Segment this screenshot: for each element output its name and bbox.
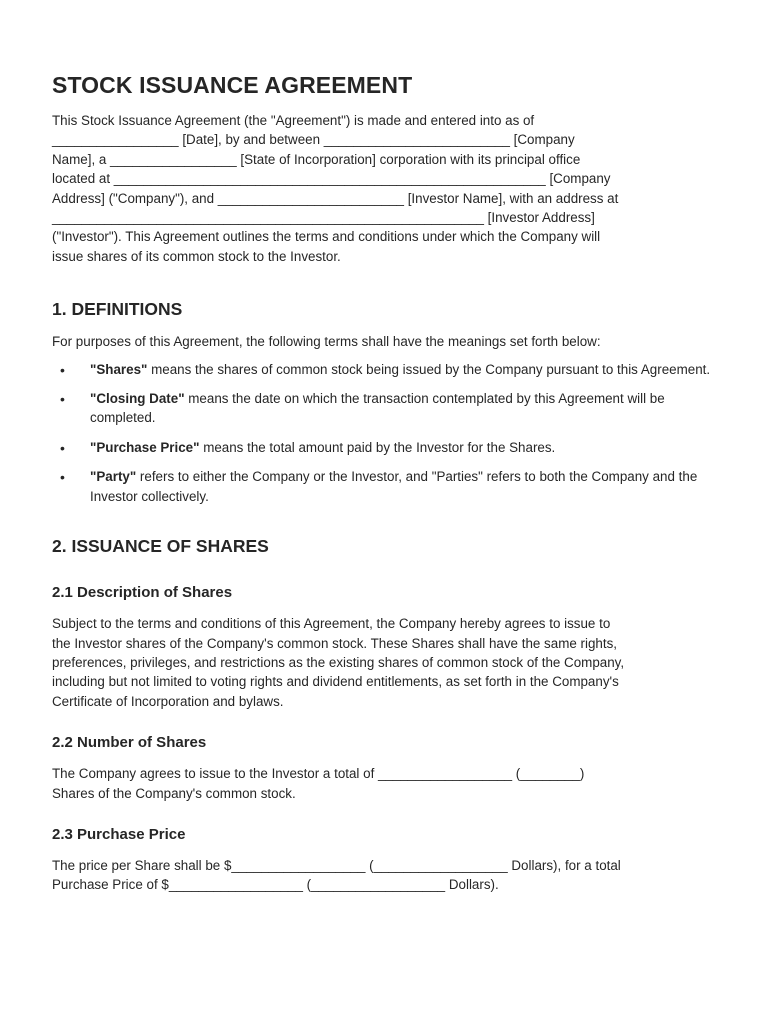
section-heading-issuance: 2. ISSUANCE OF SHARES bbox=[52, 536, 269, 557]
subsection-heading-number: 2.2 Number of Shares bbox=[52, 734, 207, 752]
definitions-list bbox=[52, 360, 718, 506]
bullet-icon: • bbox=[60, 439, 65, 456]
number-paragraph: The Company agrees to issue to the Investor a total of __________________ (________) Shares of the Company's common stock. bbox=[52, 766, 585, 801]
intro-paragraph: This Stock Issuance Agreement (the "Agreement") is made and entered into as of _________________ [Date], by and between _________________________ [Company Name], a _________________ [State of Incorporation] corporation with its principal office located at __________________________________________________________ [Company Address] ("Company"), and _________________________ [Investor Name], with an address at __________________________________________________________ [Investor Address] ("Investor"). This Agreement outlines the terms and conditions under which the Company will issue shares of its common stock to the Investor. bbox=[52, 113, 619, 264]
subsection-heading-description: 2.1 Description of Shares bbox=[52, 584, 233, 602]
definition-term: "Closing Date" bbox=[90, 391, 185, 407]
list-item bbox=[52, 360, 718, 379]
definition-term: "Party" bbox=[90, 469, 137, 485]
price-paragraph: The price per Share shall be $__________________ (__________________ Dollars), for a total Purchase Price of $__________________ (__________________ Dollars). bbox=[52, 857, 621, 893]
definition-text: means the date on which the transaction contemplated by this Agreement will be completed. bbox=[90, 391, 665, 426]
list-item bbox=[52, 438, 718, 457]
definition-term: "Purchase Price" bbox=[90, 439, 200, 455]
definition-text: refers to either the Company or the Investor, and "Parties" refers to both the Company and the Investor collectively. bbox=[90, 469, 698, 504]
section-heading-definitions: 1. DEFINITIONS bbox=[52, 299, 183, 320]
document-title: STOCK ISSUANCE AGREEMENT bbox=[52, 72, 413, 98]
bullet-icon: • bbox=[60, 391, 65, 408]
definition-text: means the total amount paid by the Investor for the Shares. bbox=[199, 439, 556, 455]
list-item bbox=[52, 389, 718, 428]
subsection-heading-price: 2.3 Purchase Price bbox=[52, 825, 186, 843]
bullet-icon: • bbox=[60, 469, 65, 486]
bullet-icon: • bbox=[60, 361, 65, 378]
list-item bbox=[52, 467, 718, 506]
description-paragraph: Subject to the terms and conditions of this Agreement, the Company hereby agrees to issue to the Investor shares of the Company's common stock. These Shares shall have the same rights, preferences, privileges, and restrictions as the existing shares of common stock of the Company, including but not limited to voting rights and dividend entitlements, as set forth in the Company's Certificate of Incorporation and bylaws. bbox=[52, 616, 625, 709]
definition-term: "Shares" bbox=[90, 361, 148, 377]
definitions-intro: For purposes of this Agreement, the following terms shall have the meanings set forth below: bbox=[52, 334, 601, 350]
definition-text: means the shares of common stock being issued by the Company pursuant to this Agreement. bbox=[147, 361, 711, 377]
